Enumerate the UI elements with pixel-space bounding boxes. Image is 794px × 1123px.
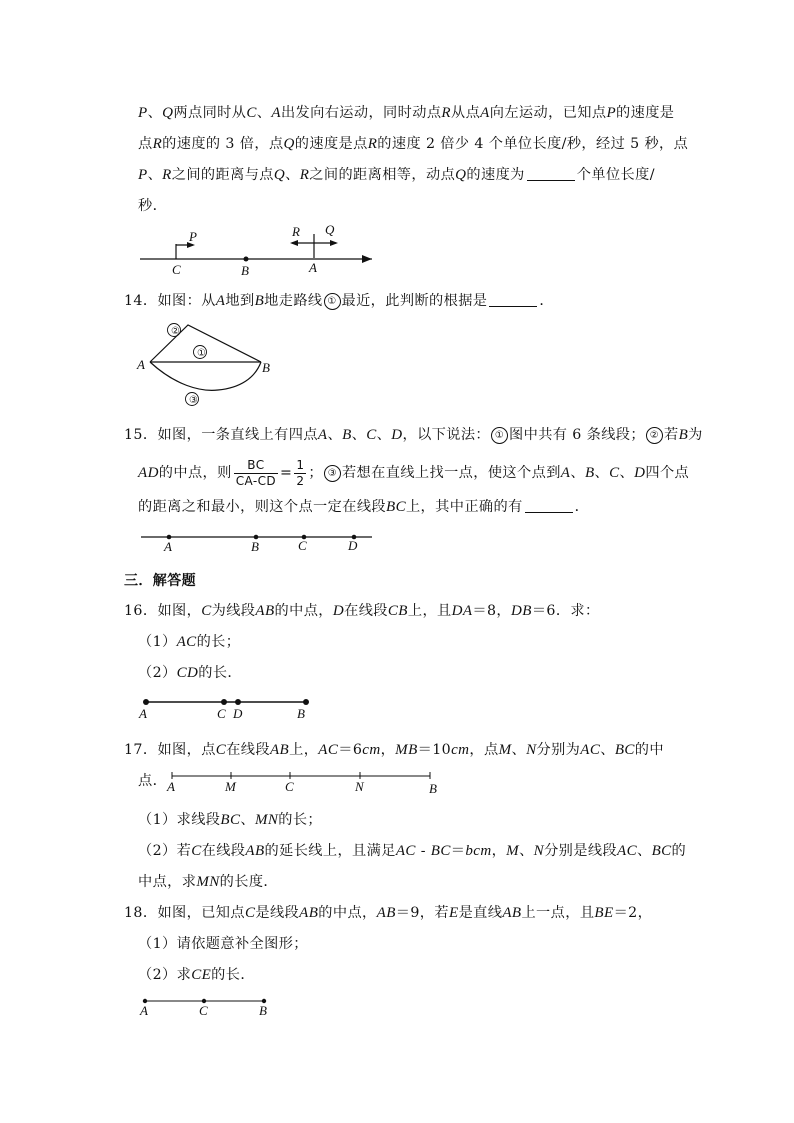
q13-line3: P、R之间的距离与点Q、R之间的距离相等，动点Q的速度为 个单位长度/	[138, 167, 655, 183]
point-b-label: B	[251, 539, 259, 554]
point-q-label: Q	[325, 222, 335, 237]
point-d-label: D	[348, 538, 358, 553]
q17-line2: 点．	[138, 773, 168, 789]
point-p-label: P	[189, 229, 197, 244]
route-2-label: ②	[171, 326, 180, 337]
section-heading: 三．解答题	[124, 573, 196, 589]
q15-line2: AD的中点，则 $\frac{BC}{CA-CD}$ = $\frac{1}{2}$ ； ③ 若想在直线上找一点，使这个点到A、B、C、D四个点	[138, 457, 690, 488]
point-d-label: D	[233, 706, 243, 721]
point-a-label: A	[140, 1003, 148, 1018]
point-r-label: R	[292, 224, 300, 239]
point-c-label: C	[298, 538, 307, 553]
point-b-label: B	[297, 706, 305, 721]
point-c-label: C	[217, 706, 226, 721]
point-c-label: C	[172, 262, 181, 277]
q17-line1: 17．如图，点C在线段AB上，AC＝6cm，MB＝10cm，点M、N分别为AC、BC的中	[124, 742, 664, 758]
q17-sub1: （1）求线段BC、MN的长；	[138, 812, 323, 828]
fraction-one-half: $\frac{1}{2}$	[296, 457, 305, 488]
point-a-label: A	[309, 260, 317, 275]
q17-sub2-line1: （2）若C在线段AB的延长线上，且满足AC - BC＝bcm，M、N分别是线段AC、BC的	[138, 843, 687, 859]
point-b-label: B	[241, 263, 249, 278]
q13-line2: 点R的速度的 3 倍，点Q的速度是点R的速度 2 倍少 4 个单位长度/秒，经过 5 秒，点	[138, 136, 689, 152]
route-1-label: ①	[197, 348, 206, 359]
q16-line1: 16．如图，C为线段AB的中点，D在线段CB上，且DA＝8，DB＝6．求：	[124, 603, 600, 619]
point-b-label: B	[262, 360, 270, 375]
q17-sub2-line2: 中点，求MN的长度．	[138, 874, 279, 890]
point-a-label: A	[164, 539, 172, 554]
point-a-label: A	[139, 706, 147, 721]
q18-sub1: （1）请依题意补全图形；	[138, 936, 308, 952]
q18-line1: 18．如图，已知点C是线段AB的中点，AB＝9，若E是直线AB上一点，且BE＝2，	[124, 905, 653, 921]
point-c-label: C	[285, 779, 294, 794]
q14-line1: 14．如图：从A地到B地走路线 ① 最近，此判断的根据是 ．	[124, 293, 554, 309]
q13-line1: P、Q两点同时从C、A出发向右运动，同时动点R从点A向左运动，已知点P的速度是	[138, 105, 675, 121]
point-c-label: C	[199, 1003, 208, 1018]
point-a-label: A	[167, 779, 175, 794]
q15-line3: 的距离之和最小，则这个点一定在线段BC上，其中正确的有 ．	[138, 499, 590, 515]
point-m-label: M	[225, 779, 236, 794]
route-3-label: ③	[189, 395, 198, 406]
point-n-label: N	[355, 779, 364, 794]
q18-sub2: （2）求CE的长．	[138, 967, 255, 983]
q15-line1: 15．如图，一条直线上有四点A、B、C、D，以下说法： ① 图中共有 6 条线段； ② 若B为	[124, 427, 703, 443]
q16-sub1: （1）AC的长；	[138, 634, 241, 650]
fraction-bc-over-ca-cd: $\frac{BC}{CA-CD}$	[235, 457, 277, 488]
q13-line4: 秒．	[138, 198, 168, 214]
point-b-label: B	[259, 1003, 267, 1018]
point-a-label: A	[137, 357, 145, 372]
point-b-label: B	[429, 781, 437, 796]
q16-sub2: （2）CD的长．	[138, 665, 243, 681]
